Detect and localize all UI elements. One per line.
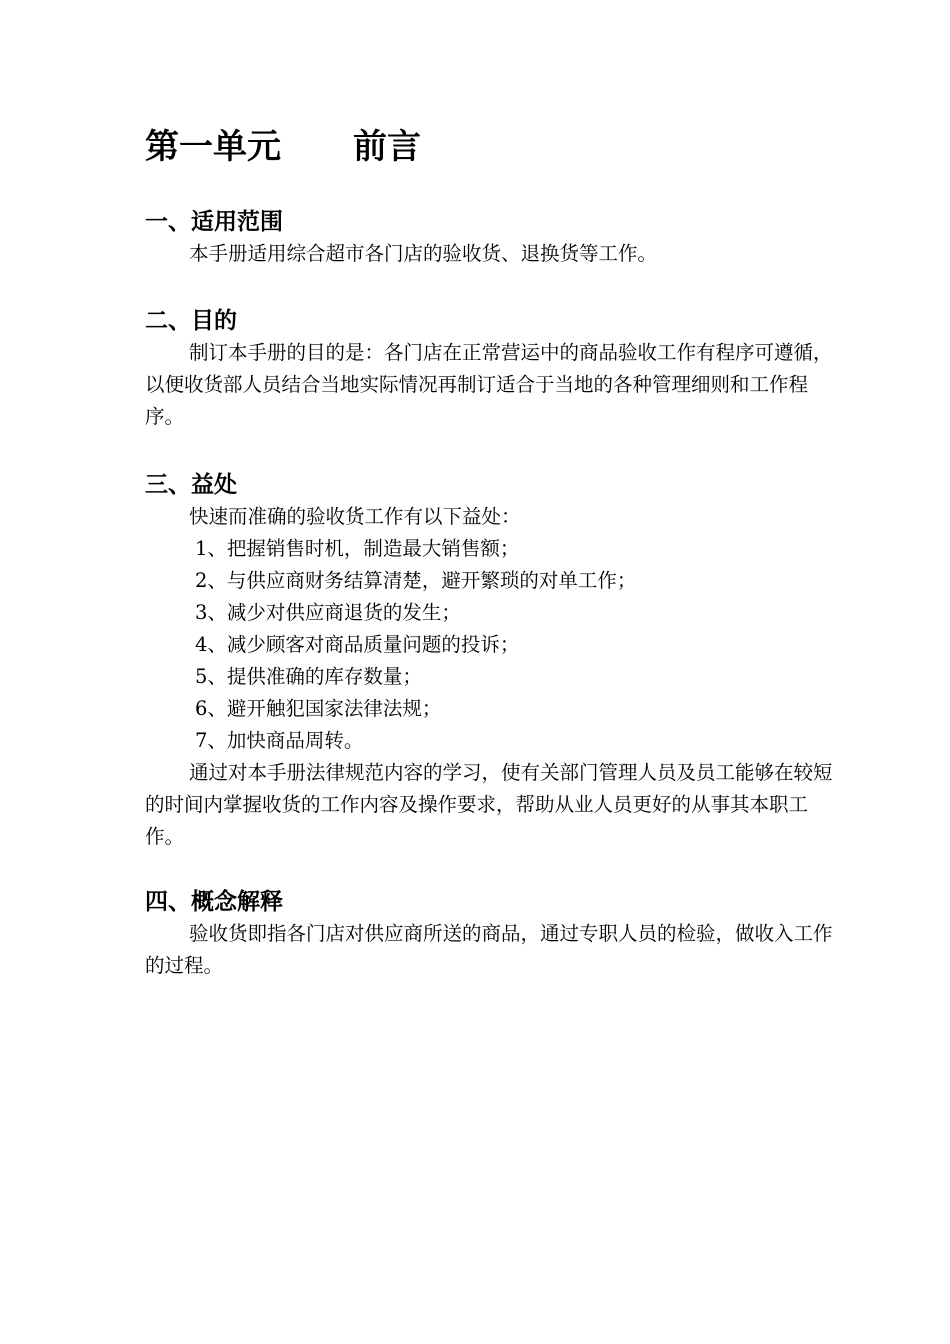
section-heading: 四、概念解释 bbox=[145, 889, 283, 915]
section-purpose bbox=[145, 305, 835, 433]
benefits-intro: 快速而准确的验收货工作有以下益处： bbox=[189, 505, 521, 528]
section-heading: 二、目的 bbox=[145, 308, 237, 334]
list-item: 6、避开触犯国家法律法规； bbox=[195, 697, 442, 720]
list-item: 3、减少对供应商退货的发生； bbox=[195, 601, 461, 624]
unit-title bbox=[145, 123, 421, 171]
list-item: 5、提供准确的库存数量； bbox=[195, 665, 422, 688]
section-heading: 一、适用范围 bbox=[145, 209, 283, 235]
unit-title-number: 第一单元 bbox=[145, 127, 281, 167]
benefits-outro: 通过对本手册法律规范内容的学习，使有关部门管理人员及员工能够在较短的时间内掌握收货的工作内容及操作要求，帮助从业人员更好的从事其本职工作。 bbox=[145, 761, 833, 848]
section-benefits bbox=[145, 469, 835, 853]
list-item: 2、与供应商财务结算清楚，避开繁琐的对单工作； bbox=[195, 569, 637, 592]
section-scope bbox=[145, 206, 835, 270]
section-paragraph: 制订本手册的目的是：各门店在正常营运中的商品验收工作有程序可遵循，以便收货部人员结合当地实际情况再制订适合于当地的各种管理细则和工作程序。 bbox=[145, 341, 833, 428]
unit-title-name: 前言 bbox=[353, 127, 421, 167]
benefits-list bbox=[145, 533, 835, 757]
section-paragraph: 本手册适用综合超市各门店的验收货、退换货等工作。 bbox=[189, 242, 658, 265]
list-item: 7、加快商品周转。 bbox=[195, 729, 364, 752]
section-heading: 三、益处 bbox=[145, 472, 237, 498]
list-item: 1、把握销售时机，制造最大销售额； bbox=[195, 537, 520, 560]
list-item: 4、减少顾客对商品质量问题的投诉； bbox=[195, 633, 520, 656]
section-concepts bbox=[145, 886, 835, 982]
section-paragraph: 验收货即指各门店对供应商所送的商品，通过专职人员的检验，做收入工作的过程。 bbox=[145, 922, 833, 977]
